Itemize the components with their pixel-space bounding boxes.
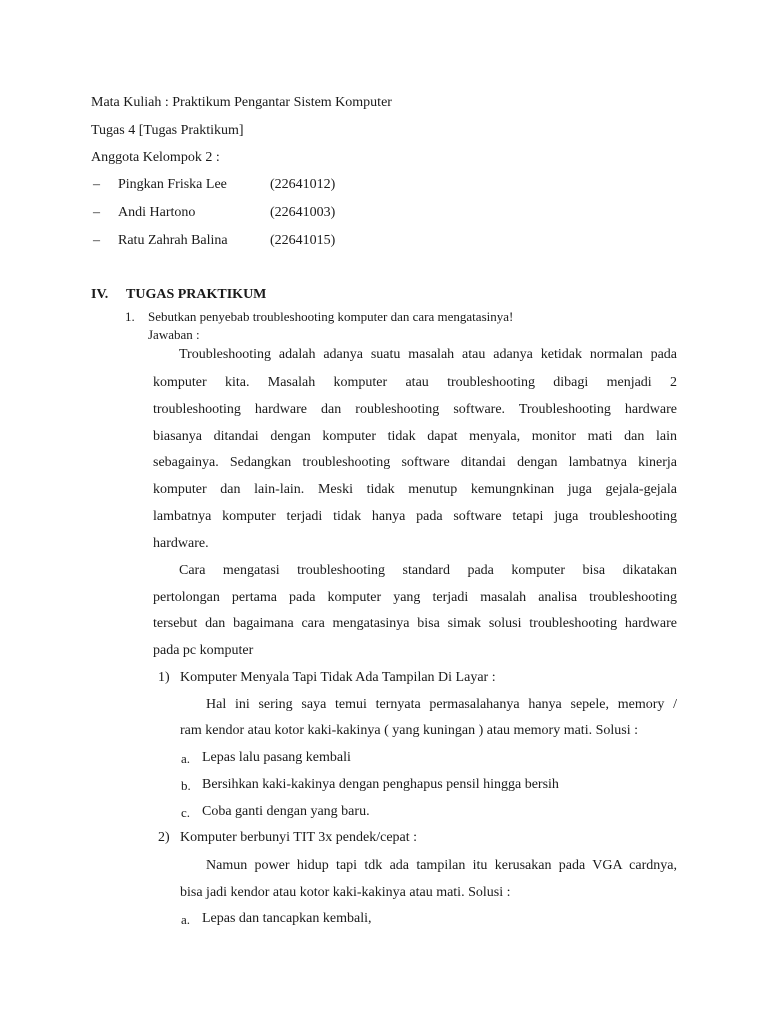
solution-letter: b.: [181, 778, 191, 793]
item-description-line: Namun power hidup tapi tdk ada tampilan itu kerusakan pada VGA cardnya,: [206, 858, 677, 873]
paragraph-line: Cara mengatasi troubleshooting standard pada komputer bisa dikatakan: [179, 563, 677, 578]
group-label: Anggota Kelompok 2 :: [91, 150, 220, 165]
answer-label: Jawaban :: [148, 327, 200, 342]
item-description-line: ram kendor atau kotor kaki-kakinya ( yang kuningan ) atau memory mati. Solusi :: [180, 723, 638, 738]
item-number: 1): [158, 670, 170, 685]
member-name: Pingkan Friska Lee: [118, 177, 227, 192]
item-title: Komputer Menyala Tapi Tidak Ada Tampilan Di Layar :: [180, 670, 496, 685]
member-nim: (22641015): [270, 233, 336, 248]
solution-text: Coba ganti dengan yang baru.: [202, 804, 370, 819]
solution-text: Bersihkan kaki-kakinya dengan penghapus pensil hingga bersih: [202, 777, 559, 792]
solution-text: Lepas dan tancapkan kembali,: [202, 911, 372, 926]
member-name: Ratu Zahrah Balina: [118, 233, 228, 248]
paragraph-line: komputer dan lain-lain. Meski tidak menutup kemungnkinan juga gejala-gejala: [153, 482, 677, 497]
member-dash: –: [93, 177, 100, 192]
member-nim: (22641012): [270, 177, 336, 192]
paragraph-line: komputer kita. Masalah komputer atau troubleshooting dibagi menjadi 2: [153, 375, 677, 390]
paragraph-line: pada pc komputer: [153, 643, 254, 658]
solution-letter: a.: [181, 751, 191, 766]
paragraph-line: lambatnya komputer terjadi tidak hanya pada software tetapi juga troubleshooting: [153, 509, 677, 524]
solution-letter: a.: [181, 912, 191, 927]
item-number: 2): [158, 830, 170, 845]
paragraph-line: tersebut dan bagaimana cara mengatasinya bisa simak solusi troubleshooting hardware: [153, 616, 677, 631]
item-description-line: Hal ini sering saya temui ternyata permasalahanya hanya sepele, memory /: [206, 697, 677, 712]
solution-letter: c.: [181, 805, 191, 820]
paragraph-line: troubleshooting hardware dan roubleshooting software. Troubleshooting hardware: [153, 402, 677, 417]
assignment-title: Tugas 4 [Tugas Praktikum]: [91, 123, 244, 138]
member-name: Andi Hartono: [118, 205, 196, 220]
paragraph-line: Troubleshooting adalah adanya suatu masalah atau adanya ketidak normalan pada: [179, 347, 677, 362]
course-title: Mata Kuliah : Praktikum Pengantar Sistem Komputer: [91, 95, 392, 110]
item-title: Komputer berbunyi TIT 3x pendek/cepat :: [180, 830, 418, 845]
paragraph-line: sebagainya. Sedangkan troubleshooting software ditandai dengan lambatnya kinerja: [153, 455, 677, 470]
member-dash: –: [93, 205, 100, 220]
question-text: Sebutkan penyebab troubleshooting komputer dan cara mengatasinya!: [148, 309, 514, 324]
member-dash: –: [93, 233, 100, 248]
solution-text: Lepas lalu pasang kembali: [202, 750, 351, 765]
section-title: TUGAS PRAKTIKUM: [126, 287, 267, 302]
section-number: IV.: [91, 287, 109, 302]
paragraph-line: hardware.: [153, 536, 209, 551]
paragraph-line: biasanya ditandai dengan komputer tidak dapat menyala, monitor mati dan lain: [153, 429, 677, 444]
member-nim: (22641003): [270, 205, 336, 220]
question-number: 1.: [125, 309, 135, 324]
item-description-line: bisa jadi kendor atau kotor kaki-kakinya atau mati. Solusi :: [180, 885, 511, 900]
paragraph-line: pertolongan pertama pada komputer yang terjadi masalah analisa troubleshooting: [153, 590, 677, 605]
